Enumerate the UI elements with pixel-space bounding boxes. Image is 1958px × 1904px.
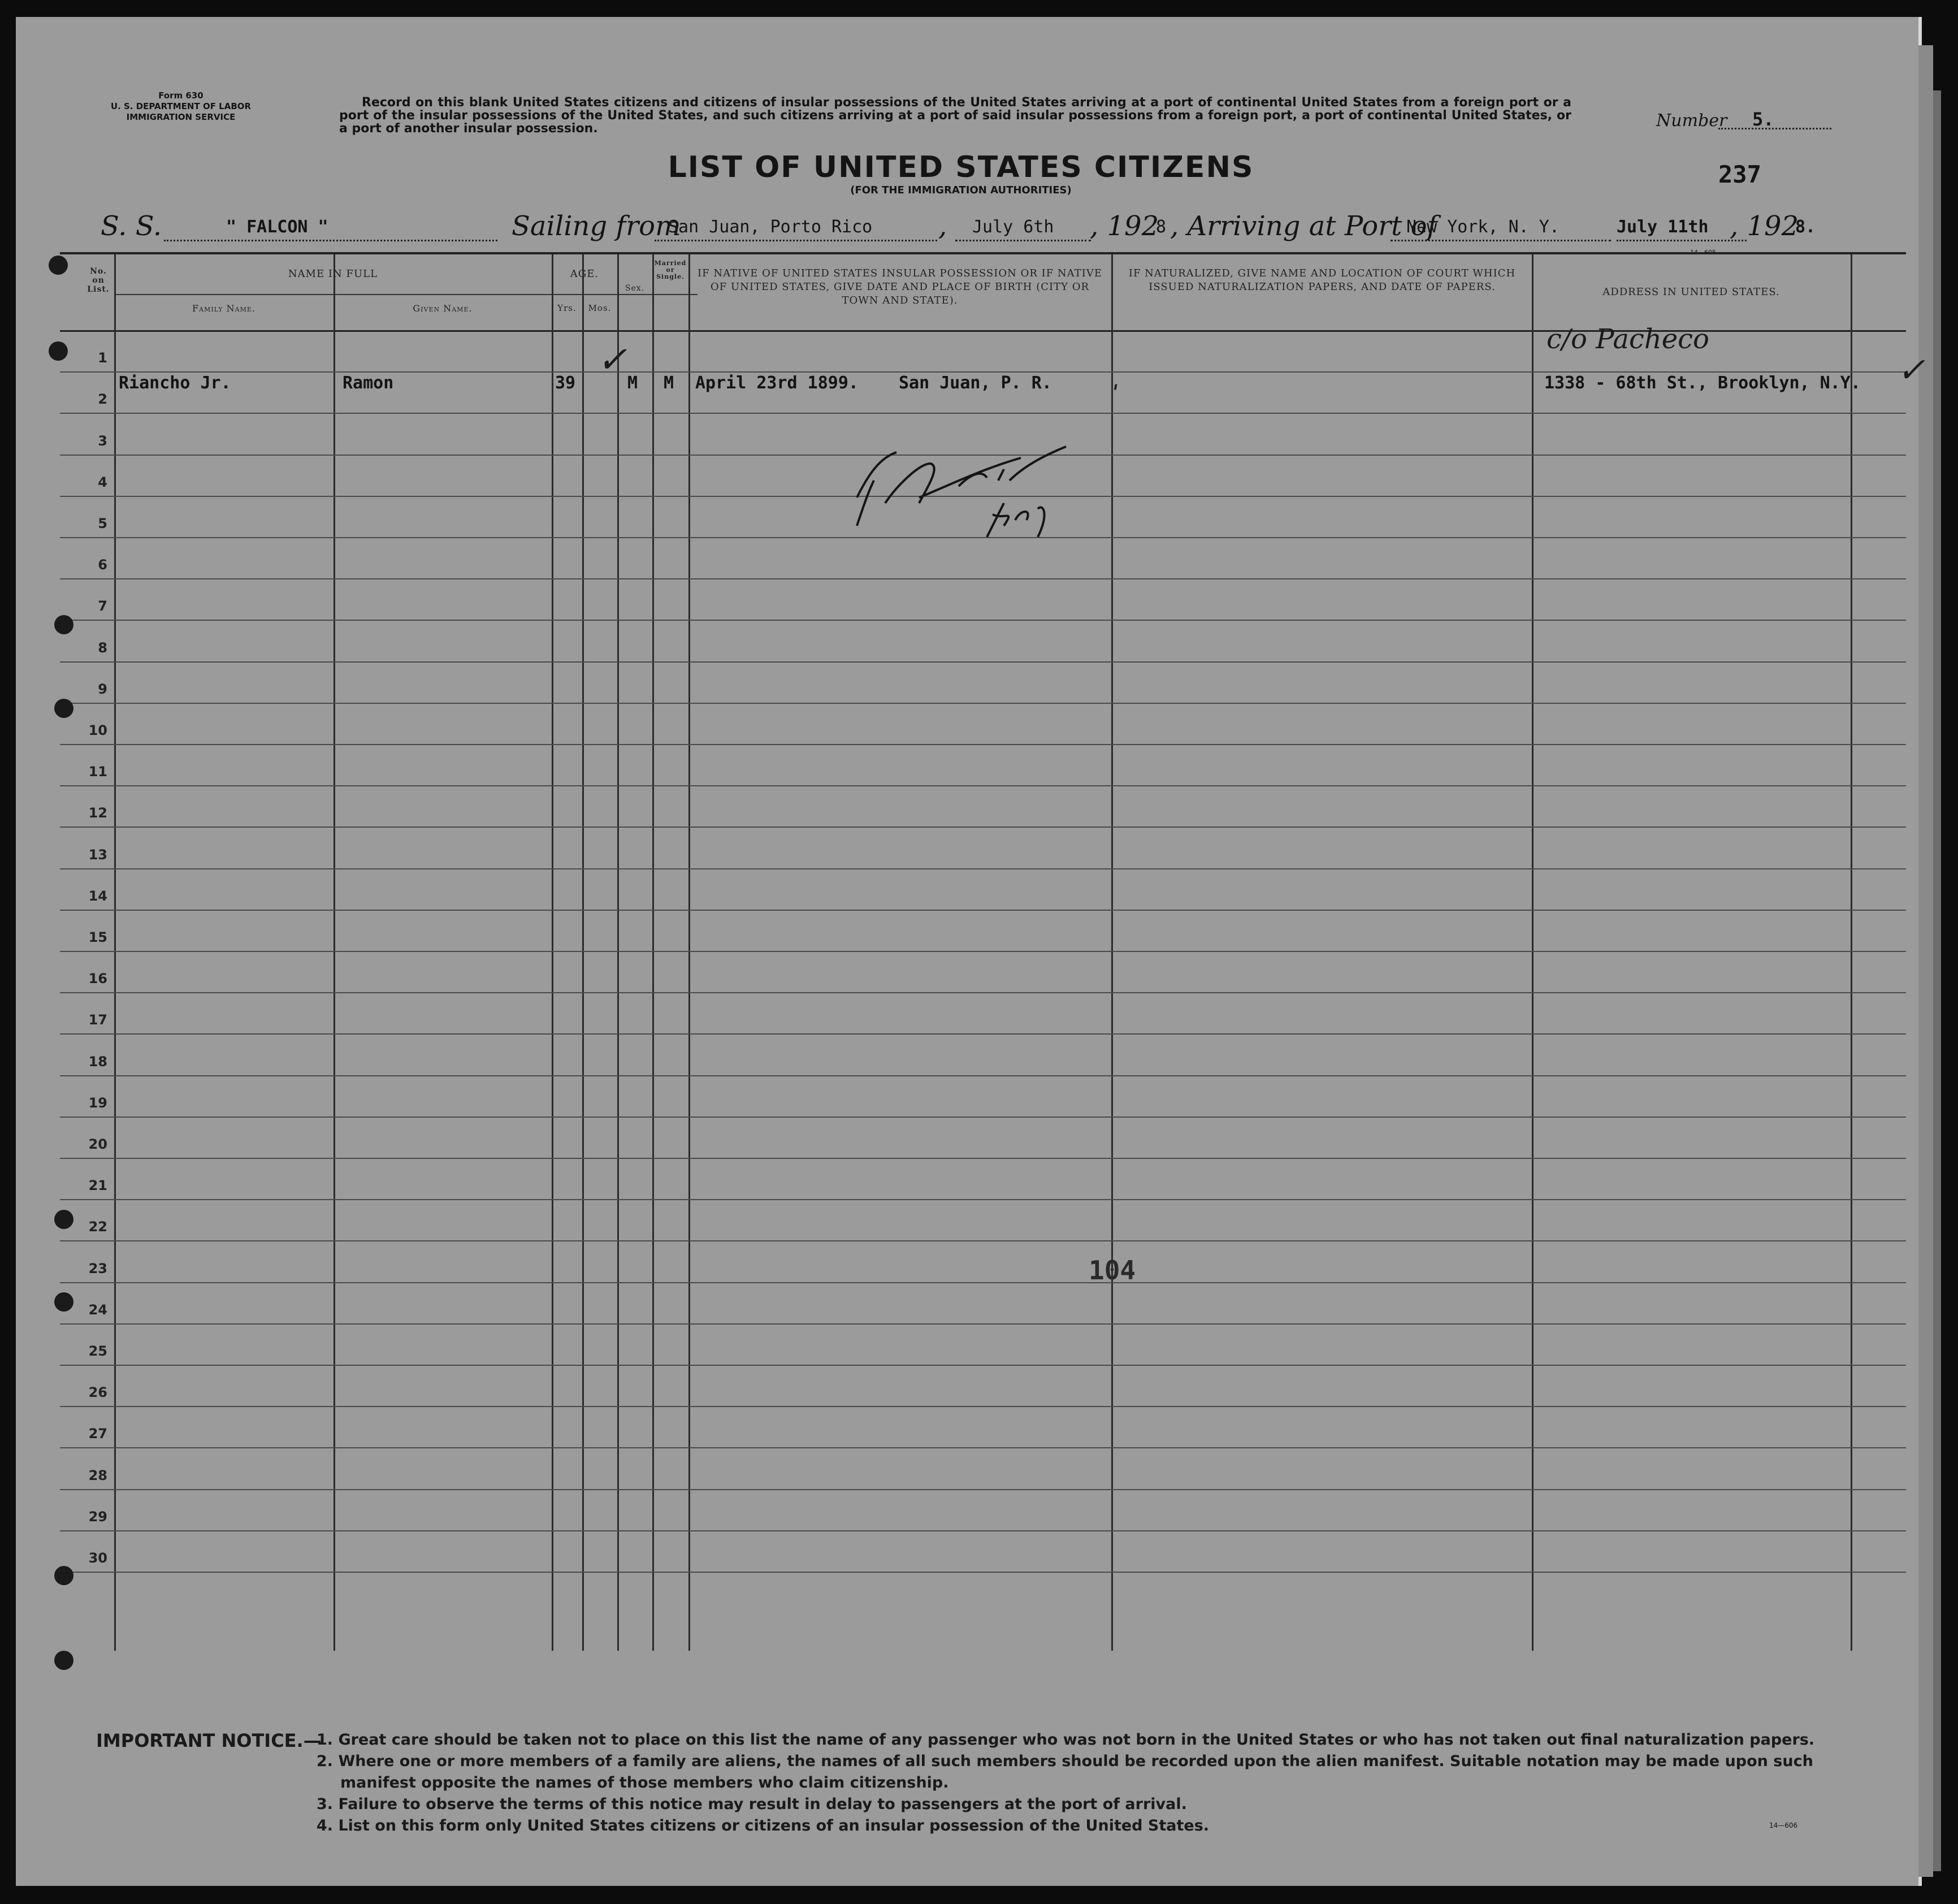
form-header [85, 90, 277, 123]
binder-hole [54, 699, 73, 718]
table-row [60, 661, 1906, 663]
table-row [60, 1323, 1906, 1325]
notice-item-1: 1. Great care should be taken not to place on this list the name of any passenger who was not born in the United States or who has not taken out final naturalization papers. [317, 1731, 1815, 1749]
footer-mark: 14—606 [1769, 1821, 1798, 1829]
row-number: 1 [98, 350, 107, 366]
table-row [60, 785, 1906, 786]
page-number: 237 [1718, 161, 1761, 188]
ship-name: " FALCON " [226, 217, 328, 237]
table-row [60, 1033, 1906, 1035]
notice-item-3: 3. Failure to observe the terms of this notice may result in delay to passengers at the port of arrival. [317, 1795, 1187, 1813]
entry-address: 1338 - 68th St., Brooklyn, N.Y. [1544, 373, 1861, 393]
sailing-date: July 6th [972, 217, 1054, 237]
row-number: 24 [88, 1302, 107, 1318]
col-line-3 [552, 254, 553, 1651]
header-address: ADDRESS IN UNITED STATES. [1602, 286, 1780, 298]
binder-hole [54, 615, 73, 634]
table-row [60, 413, 1906, 414]
header-no: No. on List. [87, 267, 110, 294]
entry-family-name: Riancho Jr. [119, 373, 231, 393]
col-line-10 [1851, 254, 1852, 1651]
col-line-6 [652, 254, 654, 1651]
row-number: 25 [88, 1343, 107, 1359]
form-number: Form 630 [158, 90, 203, 101]
table-row [60, 1117, 1906, 1118]
stamp-number: 104 [1089, 1255, 1136, 1286]
table-row [60, 910, 1906, 911]
ship-underline [164, 240, 497, 241]
row-number: 14 [88, 888, 107, 904]
notice-item-2: 2. Where one or more members of a family are aliens, the names of all such members should be recorded upon the alien manifest. Suitable notation may be made upon such [317, 1752, 1813, 1770]
page-edge [1918, 45, 1933, 1877]
header-given-name: Given Name. [413, 303, 473, 314]
row-number: 29 [88, 1509, 107, 1525]
binder-hole [49, 341, 68, 361]
table-row [60, 1447, 1906, 1448]
sailing-from-underline [655, 240, 937, 241]
row-number: 20 [88, 1136, 107, 1152]
header-age: AGE. [570, 268, 599, 280]
row-number: 19 [88, 1095, 107, 1111]
table-row [60, 578, 1906, 579]
row-number: 5 [98, 516, 107, 531]
year-digit-2: 8. [1795, 217, 1816, 237]
notice-item-4: 4. List on this form only United States citizens or citizens of an insular possession of the United States. [317, 1817, 1210, 1834]
row-number: 6 [98, 557, 107, 573]
row-number: 21 [88, 1178, 107, 1193]
notice-heading: IMPORTANT NOTICE.— [96, 1730, 322, 1751]
arriving-port: New York, N. Y. [1406, 217, 1560, 237]
row-number: 8 [98, 640, 107, 656]
number-label: Number [1656, 111, 1727, 131]
row-number: 30 [88, 1550, 107, 1566]
header-yrs: Yrs. [557, 303, 577, 313]
page-subtitle: (FOR THE IMMIGRATION AUTHORITIES) [850, 184, 1072, 196]
binder-hole [54, 1210, 73, 1229]
row-number: 15 [88, 929, 107, 945]
entry-sex: M [627, 373, 638, 393]
col-line-9 [1532, 254, 1534, 1651]
year-prefix-1: , 192 [1090, 210, 1159, 242]
col-line-1 [114, 254, 116, 1651]
table-row [60, 1199, 1906, 1200]
table-row [60, 1489, 1906, 1490]
col-line-5 [617, 254, 619, 1651]
arriving-port-underline [1390, 240, 1611, 241]
table-row [60, 951, 1906, 952]
row-number: 12 [88, 805, 107, 821]
page-edge-shadow [1933, 90, 1941, 1871]
table-row [60, 371, 1906, 373]
binder-hole [54, 1651, 73, 1670]
table-row [60, 1530, 1906, 1531]
header-name-in-full: NAME IN FULL [288, 268, 378, 280]
table-row [60, 1075, 1906, 1076]
sailing-label: Sailing from [512, 210, 681, 242]
table-row [60, 620, 1906, 621]
entry-address-care-of: c/o Pacheco [1547, 323, 1709, 355]
binder-hole [49, 256, 68, 275]
arriving-date: July 11th [1617, 217, 1709, 237]
col-line-2 [333, 254, 335, 1651]
col-line-4 [582, 254, 584, 1651]
check-mark-age: ✓ [597, 339, 627, 381]
row-number: 4 [98, 474, 107, 490]
table-row [60, 1282, 1906, 1283]
table-row [60, 826, 1906, 828]
row-number: 18 [88, 1054, 107, 1070]
service-name: IMMIGRATION SERVICE [126, 112, 236, 122]
sailing-date-underline [955, 240, 1091, 241]
sailing-from: San Juan, Porto Rico [668, 217, 873, 237]
row-number: 10 [88, 722, 107, 738]
row-number: 26 [88, 1384, 107, 1400]
table-row [60, 1572, 1906, 1573]
year-prefix-2: , 192 [1730, 210, 1799, 242]
inspector-signature [834, 424, 1117, 548]
header-married: Married or Single. [654, 259, 687, 280]
number-value: 5. [1752, 109, 1774, 130]
row-number: 17 [88, 1012, 107, 1028]
table-row [60, 1240, 1906, 1241]
header-native: IF NATIVE OF UNITED STATES INSULAR POSSESSION OR IF NATIVE OF UNITED STATES, GIVE DATE AND PLACE OF BIRTH (CITY OR TOWN AND STATE). [698, 267, 1102, 306]
tick-mark-naturalized: ˌ [1112, 367, 1119, 393]
entry-birth-place: San Juan, P. R. [899, 373, 1052, 393]
citizens-table [60, 252, 1926, 1651]
row-number: 23 [88, 1261, 107, 1276]
table-row [60, 703, 1906, 704]
printer-mark: 14—605 [1690, 249, 1716, 256]
row-number: 28 [88, 1468, 107, 1483]
row-number: 22 [88, 1219, 107, 1235]
row-number: 16 [88, 971, 107, 986]
row-number: 2 [98, 391, 107, 407]
binder-hole [54, 1566, 73, 1585]
header-family-name: Family Name. [192, 303, 255, 314]
header-naturalized: IF NATURALIZED, GIVE NAME AND LOCATION OF COURT WHICH ISSUED NATURALIZATION PAPERS, AND DATE OF PAPERS. [1128, 267, 1516, 293]
year-digit-1: 8 [1156, 217, 1167, 237]
row-number: 27 [88, 1426, 107, 1442]
row-number: 11 [88, 764, 107, 780]
ss-label: S. S. [101, 210, 162, 242]
check-mark-address: ✓ [1897, 350, 1926, 390]
entry-married: M [664, 373, 674, 393]
page-title: LIST OF UNITED STATES CITIZENS [668, 150, 1254, 184]
table-row [60, 868, 1906, 869]
arriving-date-underline [1617, 240, 1747, 241]
row-number: 9 [98, 681, 107, 697]
row-number: 13 [88, 847, 107, 863]
table-row [60, 744, 1906, 745]
binder-hole [54, 1292, 73, 1312]
row-number: 3 [98, 433, 107, 449]
department-name: U. S. DEPARTMENT OF LABOR [110, 101, 252, 111]
table-row [60, 1158, 1906, 1159]
entry-age-yrs: 39 [555, 373, 576, 393]
table-row [60, 992, 1906, 993]
notice-item-2-continued: manifest opposite the names of those members who claim citizenship. [340, 1774, 949, 1792]
header-mos: Mos. [588, 303, 612, 313]
table-row [60, 1365, 1906, 1366]
name-subheader-line [115, 294, 698, 295]
header-sex: Sex. [625, 284, 645, 293]
table-row [60, 1406, 1906, 1407]
arriving-label: , Arriving at Port of [1170, 210, 1437, 242]
instructions-text: Record on this blank United States citizens and citizens of insular possessions of the United States arriving at a port of continental United States from a foreign port or a port of the insular possessions of the United States, and such citizens arriving at a port of said insular possessions from a foreign port, a port of continental United States, or a port of another insular possession. [339, 96, 1571, 136]
number-underline [1718, 128, 1831, 129]
entry-given-name: Ramon [343, 373, 394, 393]
col-line-7 [688, 254, 690, 1651]
comma-1: , [938, 210, 947, 242]
entry-birth-date: April 23rd 1899. [695, 373, 859, 393]
row-number: 7 [98, 598, 107, 614]
